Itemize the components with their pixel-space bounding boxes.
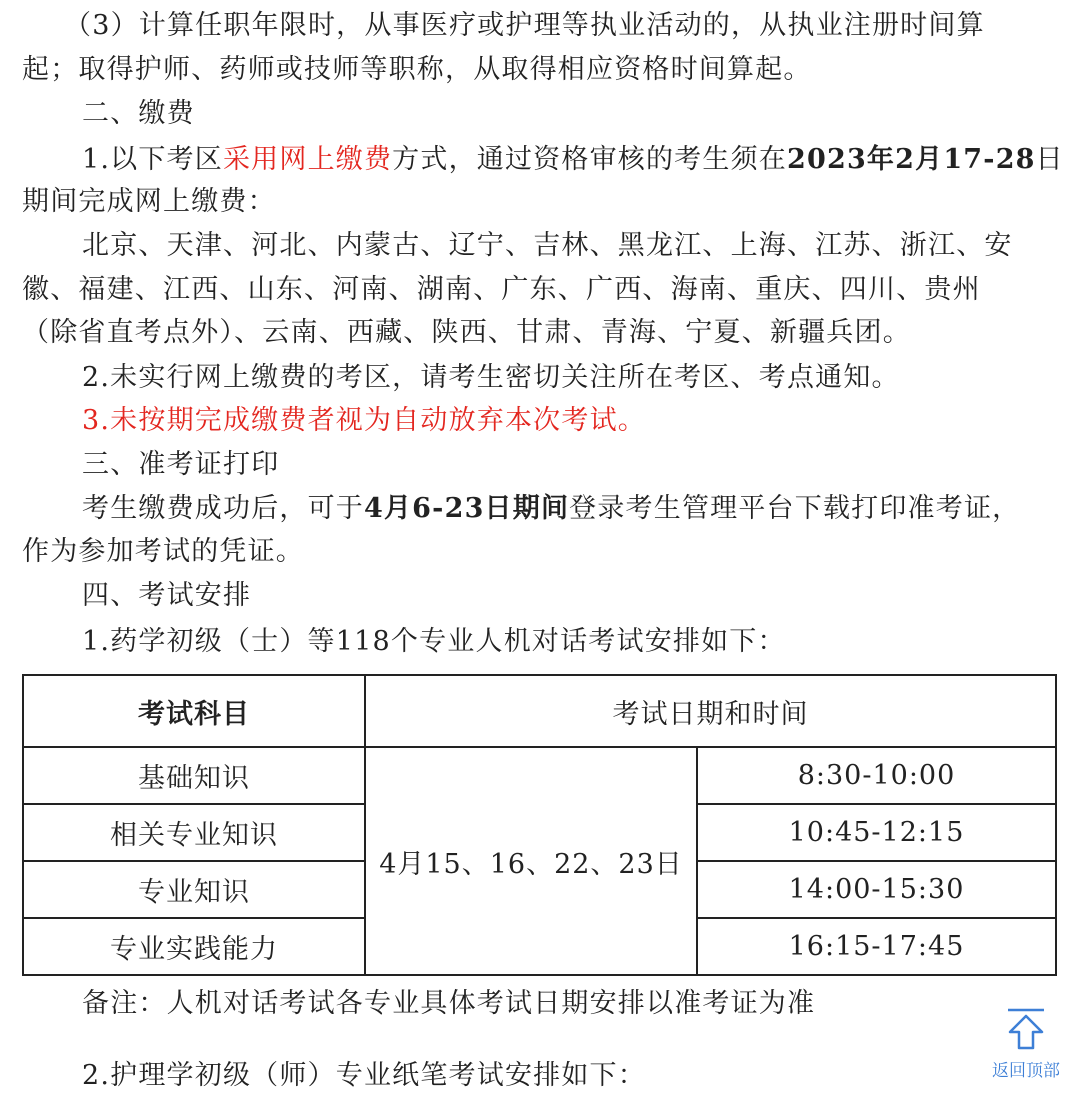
payment-item1-line1 [82,140,1064,180]
payment-item3-prefix: 3. [82,405,111,436]
payment-item1-prefix: 1.以下考区 [82,144,223,175]
table-cell-time: 10:45-12:15 [697,804,1056,861]
table-cell-subject: 专业实践能力 [23,918,365,975]
payment-deadline-warning: 未按期完成缴费者视为自动放弃本次考试。 [110,405,646,436]
back-to-top-label: 返回顶部 [992,1061,1060,1081]
payment-item3 [82,401,646,441]
admission-line2: 作为参加考试的凭证。 [22,536,304,567]
payment-online-highlight: 采用网上缴费 [222,144,393,175]
schedule-item2: 2.护理学初级（师）专业纸笔考试安排如下： [82,1060,646,1091]
table-cell-time: 16:15-17:45 [697,918,1056,975]
payment-regions-line1: 北京、天津、河北、内蒙古、辽宁、吉林、黑龙江、上海、江苏、浙江、安 [82,230,1013,261]
table-cell-subject: 基础知识 [23,747,365,804]
payment-item1-mid: 方式，通过资格审核的考生须在 [392,144,787,175]
exam-schedule-table [22,674,1057,976]
requirement-item3-line2: 起；取得护师、药师或技师等职称，从取得相应资格时间算起。 [22,54,812,85]
payment-regions-line3: （除省直考点外）、云南、西藏、陕西、甘肃、青海、宁夏、新疆兵团。 [22,317,911,348]
admission-line1-end: 登录考生管理平台下载打印准考证， [569,493,1021,524]
payment-heading: 二、缴费 [82,98,195,129]
schedule-item1: 1.药学初级（士）等118个专业人机对话考试安排如下： [82,626,786,657]
admission-heading: 三、准考证打印 [82,449,280,480]
arrow-up-icon [1002,1008,1050,1052]
payment-item1-end: 日 [1035,144,1064,175]
payment-item1-line2: 期间完成网上缴费： [22,186,276,217]
table-cell-subject: 相关专业知识 [23,804,365,861]
table-cell-time: 8:30-10:00 [697,747,1056,804]
admission-line1 [82,489,1020,529]
back-to-top-button[interactable] [978,1008,1074,1081]
table-cell-subject: 专业知识 [23,861,365,918]
table-header-row [23,675,1056,747]
admission-print-period: 4月6-23日期间 [364,493,570,524]
schedule-note: 备注：人机对话考试各专业具体考试日期安排以准考证为准 [82,988,816,1019]
payment-date-range: 2023年2月17-28 [786,144,1036,175]
table-header-datetime: 考试日期和时间 [365,675,1056,747]
admission-line1-prefix: 考生缴费成功后，可于 [82,493,364,524]
table-cell-time: 14:00-15:30 [697,861,1056,918]
payment-item2: 2.未实行网上缴费的考区，请考生密切关注所在考区、考点通知。 [82,362,900,393]
schedule-heading: 四、考试安排 [82,580,252,611]
table-header-subject: 考试科目 [23,675,365,747]
table-cell-date: 4月15、16、22、23日 [365,747,697,975]
payment-regions-line2: 徽、福建、江西、山东、河南、湖南、广东、广西、海南、重庆、四川、贵州 [22,274,981,305]
requirement-item3-line1: （3）计算任职年限时，从事医疗或护理等执业活动的，从执业注册时间算 [64,10,985,41]
table-row [23,747,1056,804]
